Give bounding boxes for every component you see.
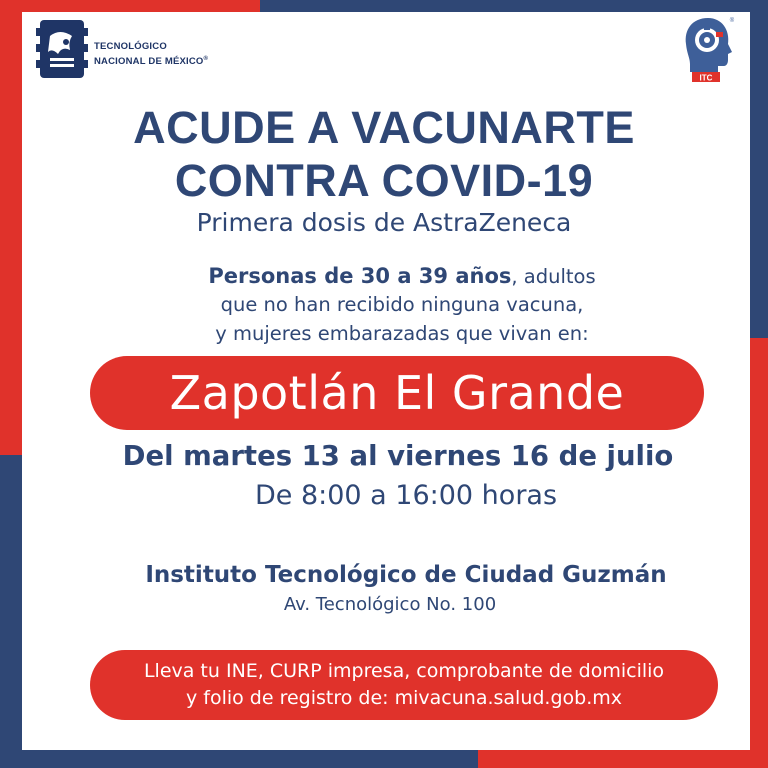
audience-line-1-rest: , adultos <box>511 265 596 288</box>
frame-corner-navy-top-right <box>260 0 768 12</box>
venue-address: Av. Tecnológico No. 100 <box>283 594 497 615</box>
hours-text: De 8:00 a 16:00 horas <box>254 480 558 511</box>
audience-line-3: y mujeres embarazadas que vivan en: <box>215 322 589 345</box>
audience-line-2: que no han recibido ninguna vacuna, <box>220 293 584 316</box>
place-banner: Zapotlán El Grande <box>90 356 704 430</box>
tecnm-registered-mark: ® <box>203 56 209 62</box>
tecnm-line-2: NACIONAL DE MÉXICO <box>94 56 204 68</box>
tecnm-logo-text <box>94 40 208 68</box>
audience-line-1 <box>18 264 768 288</box>
frame-corner-red-right-bottom <box>750 338 768 768</box>
itc-registered-mark: ® <box>729 18 735 24</box>
dates-text: Del martes 13 al viernes 16 de julio <box>122 440 674 472</box>
frame-corner-red-bottom <box>478 750 768 768</box>
tecnm-gear-logo-icon <box>36 18 88 80</box>
frame-corner-navy-bottom <box>0 750 478 768</box>
itc-head-logo-icon <box>680 14 736 84</box>
headline-line-2: CONTRA COVID-19 <box>174 155 594 206</box>
requirements-line-1: Lleva tu INE, CURP impresa, comprobante de domicilio <box>143 660 665 682</box>
requirements-banner <box>90 650 718 720</box>
tecnm-line-1: TECNOLÓGICO <box>94 41 167 52</box>
itc-logo-text: ITC <box>699 73 713 83</box>
requirements-line-2: y folio de registro de: mivacuna.salud.gob.mx <box>185 687 623 709</box>
venue-name: Instituto Tecnológico de Ciudad Guzmán <box>145 562 667 588</box>
headline-subtitle: Primera dosis de AstraZeneca <box>196 208 572 237</box>
headline-line-1: ACUDE A VACUNARTE <box>133 102 635 153</box>
audience-bold-age: Personas de 30 a 39 años <box>208 264 512 288</box>
